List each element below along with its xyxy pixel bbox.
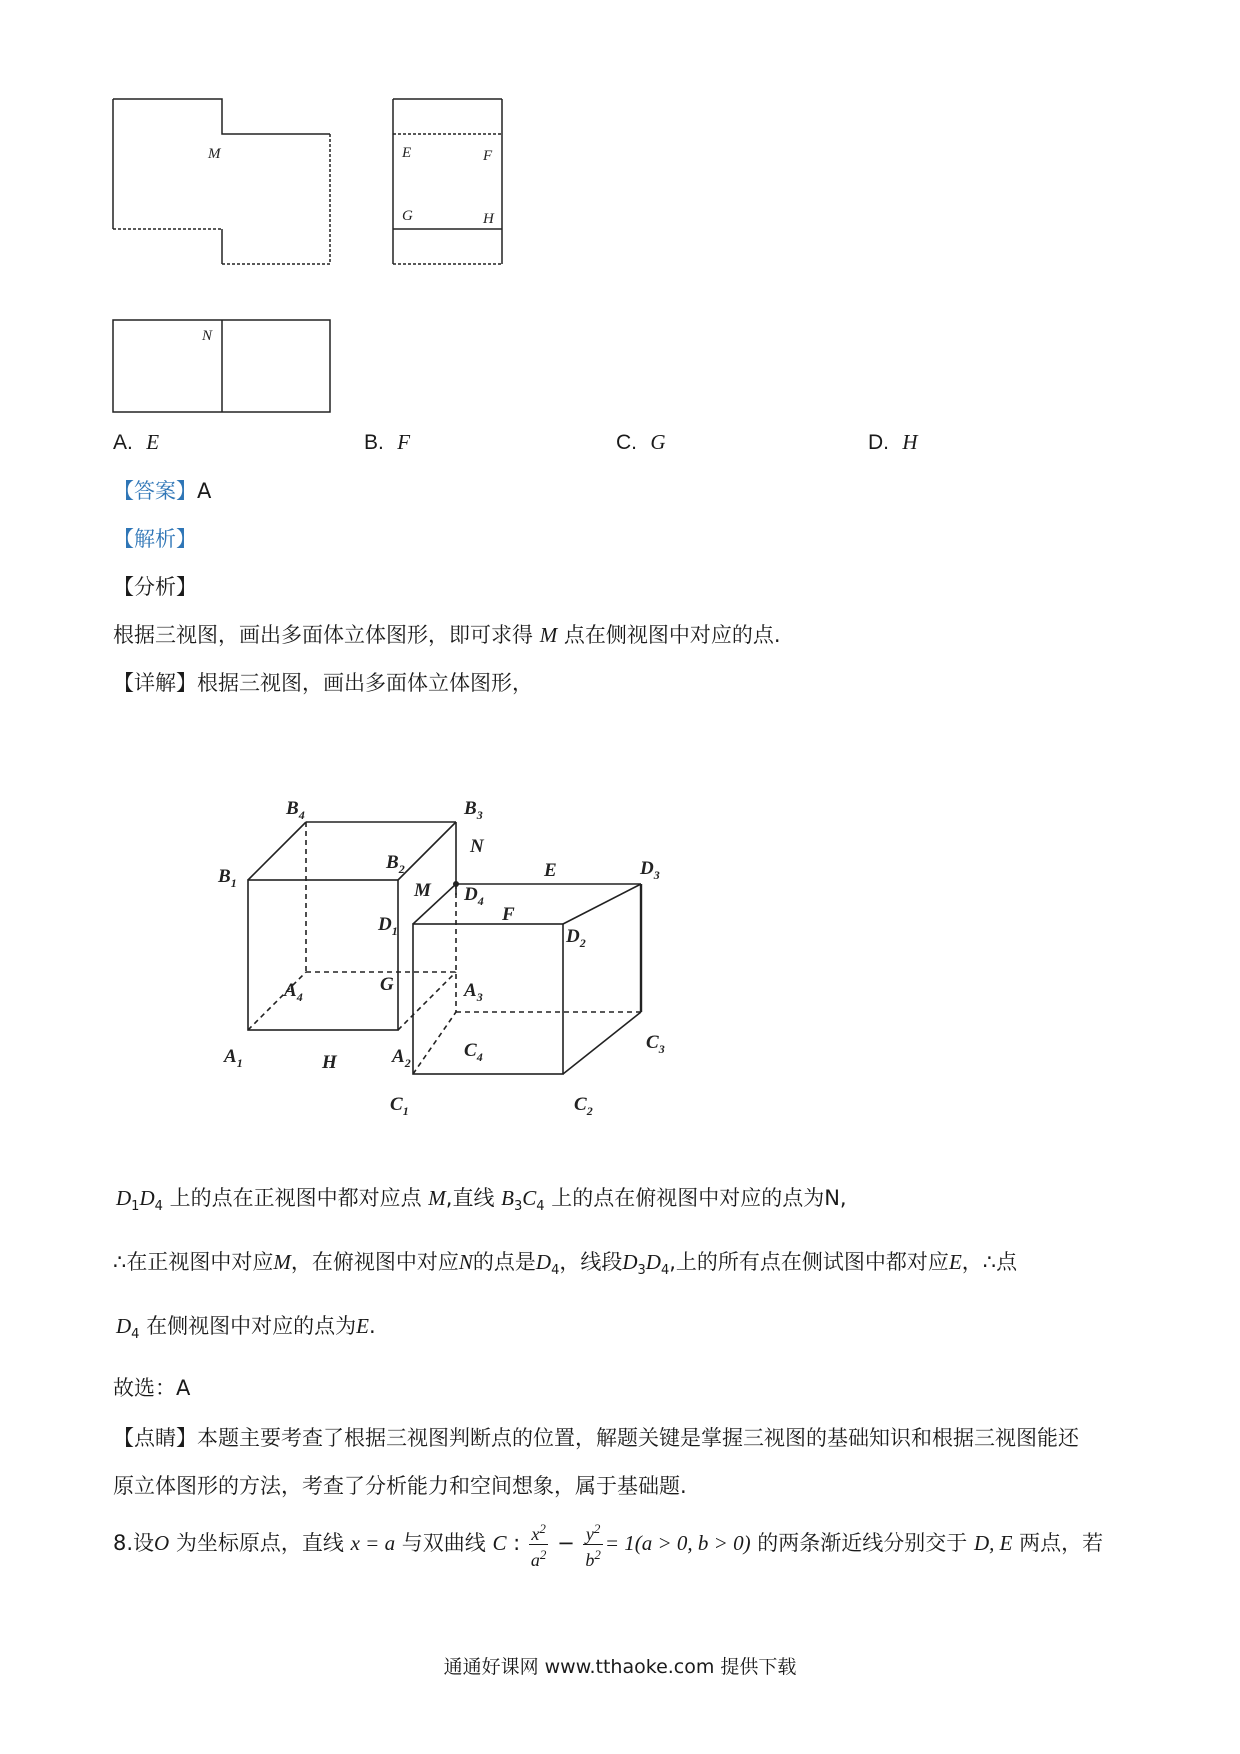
explain-line-2: ∴在正视图中对应M，在俯视图中对应N的点是$D_4$，线段$D_3D_4$,上的所有点在侧试图中都对应E，∴点 xyxy=(113,1250,1018,1279)
xiangjie-line: 【详解】根据三视图，画出多面体立体图形， xyxy=(113,671,533,695)
label-d3: $D_3$ xyxy=(640,858,660,882)
label-n: N xyxy=(470,836,484,857)
option-a: A. E xyxy=(113,430,160,454)
label-e: E xyxy=(544,860,557,881)
solid-figure xyxy=(200,780,700,1130)
label-d2: $D_2$ xyxy=(566,926,586,950)
three-view-figures xyxy=(0,0,620,420)
side-view-label-f: F xyxy=(483,148,493,164)
label-a4: $A_4$ xyxy=(284,980,303,1004)
answer-value: A xyxy=(197,479,212,503)
page-footer: 通通好课网 www.tthaoke.com 提供下载 xyxy=(443,1656,797,1678)
guxuan-line: 故选：A xyxy=(113,1376,191,1400)
answer-line xyxy=(113,477,211,505)
top-view xyxy=(113,320,330,412)
side-view xyxy=(393,99,502,264)
dianjing-line-1: 【点睛】本题主要考查了根据三视图判断点的位置，解题关键是掌握三视图的基础知识和根据三视图能还 xyxy=(113,1426,1079,1450)
label-b1: $B_1$ xyxy=(218,866,237,890)
fenxi-tag: 【分析】 xyxy=(113,575,197,599)
label-a1: $A_1$ xyxy=(224,1046,243,1070)
fenxi-text: 根据三视图，画出多面体立体图形，即可求得 M 点在侧视图中对应的点. xyxy=(113,623,781,647)
option-d: D. H xyxy=(868,430,918,454)
label-g: G xyxy=(380,974,394,995)
label-c3: $C_3$ xyxy=(646,1032,665,1056)
label-h: H xyxy=(322,1052,337,1073)
label-c2: $C_2$ xyxy=(574,1094,593,1118)
analysis-tag: 【解析】 xyxy=(113,527,197,551)
label-a2: $A_2$ xyxy=(392,1046,411,1070)
answer-tag: 【答案】 xyxy=(113,479,197,503)
explain-line-1: $D_1D_4$ 上的点在正视图中都对应点 M,直线 $B_3C_4$ 上的点在俯视图中对应的点为N, xyxy=(116,1186,847,1215)
front-view-label-m: M xyxy=(208,146,221,162)
label-b3: $B_3$ xyxy=(464,798,483,822)
top-view-label-n: N xyxy=(202,328,213,344)
label-c1: $C_1$ xyxy=(390,1094,409,1118)
side-view-label-e: E xyxy=(402,145,412,161)
label-f: F xyxy=(502,904,515,925)
front-view xyxy=(113,99,330,264)
label-d4: $D_4$ xyxy=(464,884,484,908)
label-a3: $A_3$ xyxy=(464,980,483,1004)
option-b: B. F xyxy=(364,430,411,454)
dianjing-tag: 【点睛】 xyxy=(113,1426,197,1450)
label-c4: $C_4$ xyxy=(464,1040,483,1064)
label-d1: $D_1$ xyxy=(378,914,398,938)
label-b4: $B_4$ xyxy=(286,798,305,822)
question-8: 8.设O 为坐标原点，直线 x = a 与双曲线 C : $\frac{x^2}{a^2}$ − $\frac{y^2}{b^2}$ = 1(a > 0, b > 0) 的两条渐近线分别交于 D, E 两点，若 xyxy=(113,1520,1104,1570)
side-view-label-g: G xyxy=(402,208,413,224)
label-m: M xyxy=(414,880,431,901)
side-view-label-h: H xyxy=(483,211,494,227)
explain-line-3: $D_4$ 在侧视图中对应的点为E. xyxy=(116,1314,376,1343)
dianjing-line-2: 原立体图形的方法，考查了分析能力和空间想象，属于基础题. xyxy=(113,1474,687,1498)
xiangjie-tag: 【详解】 xyxy=(113,671,197,695)
option-c: C. G xyxy=(616,430,666,454)
label-b2: $B_2$ xyxy=(386,852,405,876)
